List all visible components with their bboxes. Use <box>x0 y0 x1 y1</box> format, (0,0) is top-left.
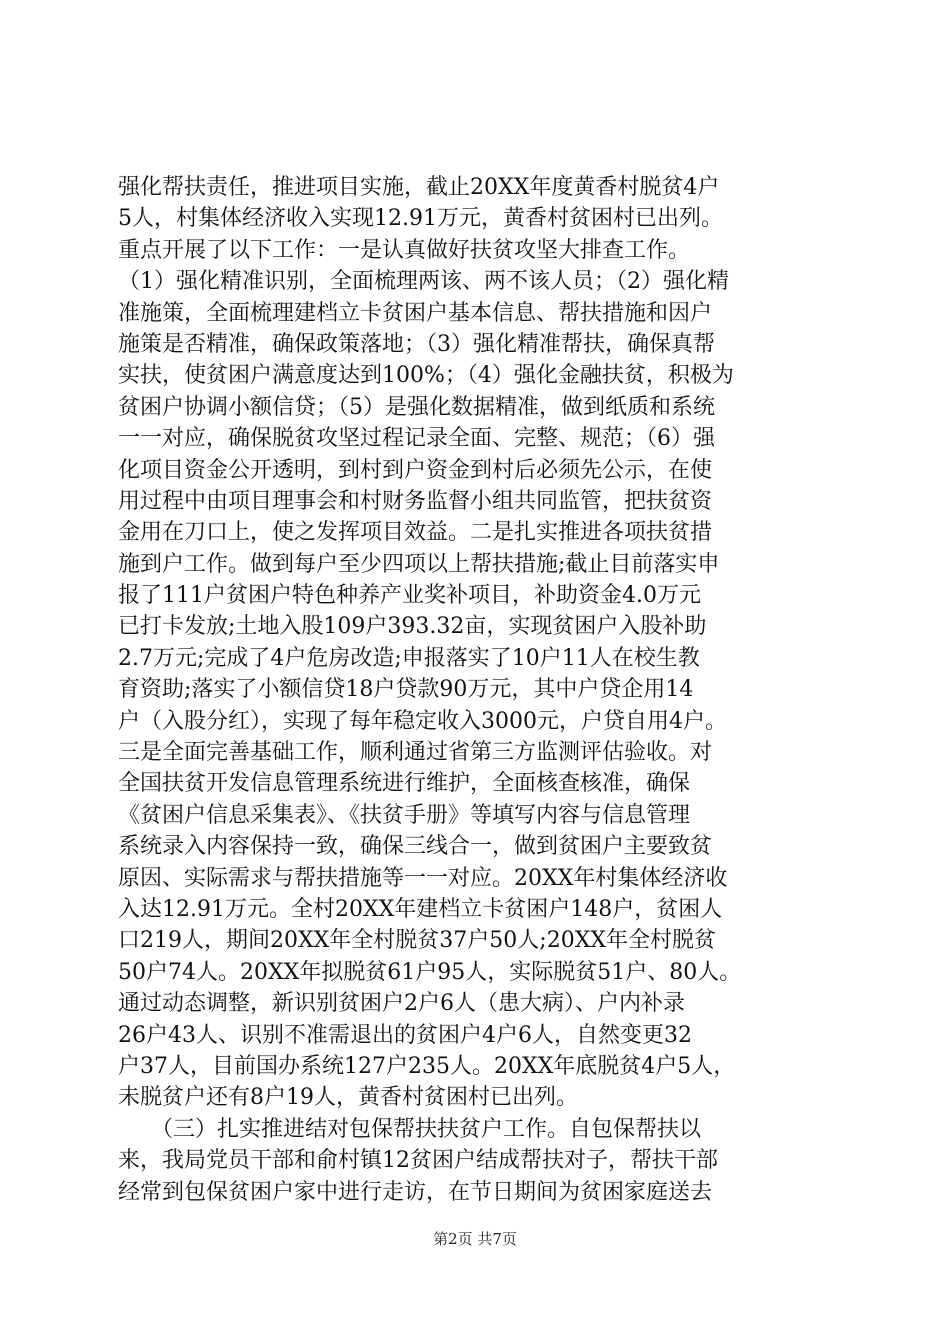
body-text-line: 2.7万元;完成了4户危房改造;申报落实了10户11人在校生教 <box>118 645 700 671</box>
body-text-line: 口219人，期间20XX年全村脱贫37户50人;20XX年全村脱贫 <box>118 928 717 954</box>
body-text-line: 贫困户协调小额信贷；（5）是强化数据精准，做到纸质和系统 <box>118 394 715 420</box>
body-text-line: 用过程中由项目理事会和村财务监督小组共同监管，把扶贫资 <box>118 488 713 514</box>
body-text-line: （1）强化精准识别，全面梳理两该、两不该人员；（2）强化精 <box>118 269 729 295</box>
document-body <box>118 172 858 1208</box>
body-text-line: 一一对应，确保脱贫攻坚过程记录全面、完整、规范；（6）强 <box>118 426 715 452</box>
body-text-line: 报了111户贫困户特色种养产业奖补项目，补助资金4.0万元 <box>118 583 701 609</box>
body-text-line: 26户43人、识别不准需退出的贫困户4户6人，自然变更32 <box>118 1022 692 1048</box>
body-text-line: 入达12.91万元。全村20XX年建档立卡贫困户148户，贫困人 <box>118 896 723 922</box>
body-text-line: 50户74人。20XX年拟脱贫61户95人，实际脱贫51户、80人。 <box>118 959 742 985</box>
body-text-line: 重点开展了以下工作：一是认真做好扶贫攻坚大排查工作。 <box>118 237 691 263</box>
body-text-line: 全国扶贫开发信息管理系统进行维护，全面核查核准，确保 <box>118 771 691 797</box>
body-text-line: 经常到包保贫困户家中进行走访，在节日期间为贫困家庭送去 <box>118 1179 713 1205</box>
body-text-line: 已打卡发放;土地入股109户393.32亩，实现贫困户入股补助 <box>118 614 707 640</box>
body-text-line: 实扶，使贫困户满意度达到100%；（4）强化金融扶贫，积极为 <box>118 363 734 389</box>
body-text-line: （三）扎实推进结对包保帮扶扶贫户工作。自包保帮扶以 <box>118 1116 702 1142</box>
body-text-line: 户37人，目前国办系统127户235人。20XX年底脱贫4户5人， <box>118 1053 736 1079</box>
body-text-line: 来，我局党员干部和俞村镇12贫困户结成帮扶对子，帮扶干部 <box>118 1148 718 1174</box>
body-text-line: 未脱贫户还有8户19人，黄香村贫困村已出列。 <box>118 1085 578 1111</box>
body-text-line: 通过动态调整，新识别贫困户2户6人（患大病）、户内补录 <box>118 991 685 1017</box>
body-text-line: 户（入股分红），实现了每年稳定收入3000元，户贷自用4户。 <box>118 708 727 734</box>
body-text-line: 金用在刀口上，使之发挥项目效益。二是扎实推进各项扶贫措 <box>118 520 713 546</box>
body-text-line: 强化帮扶责任，推进项目实施，截止20XX年度黄香村脱贫4户 <box>118 175 720 200</box>
body-text-line: 《贫困户信息采集表》、《扶贫手册》等填写内容与信息管理 <box>118 802 691 828</box>
body-text-line: 准施策，全面梳理建档立卡贫困户基本信息、帮扶措施和因户 <box>118 300 713 326</box>
body-text-line: 原因、实际需求与帮扶措施等一一对应。20XX年村集体经济收 <box>118 865 728 891</box>
body-text-line: 系统录入内容保持一致，确保三线合一，做到贫困户主要致贫 <box>118 834 713 860</box>
body-text-line: 施到户工作。做到每户至少四项以上帮扶措施;截止目前落实申 <box>118 551 720 577</box>
body-text-line: 育资助;落实了小额信贷18户贷款90万元，其中户贷企用14 <box>118 677 694 703</box>
body-text-line: 5人，村集体经济收入实现12.91万元，黄香村贫困村已出列。 <box>118 206 723 232</box>
body-text-line: 施策是否精准，确保政策落地；（3）强化精准帮扶，确保真帮 <box>118 331 715 357</box>
page-footer: 第2页 共7页 <box>433 1230 517 1248</box>
body-text-line: 三是全面完善基础工作，顺利通过省第三方监测评估验收。对 <box>118 740 713 766</box>
body-text-line: 化项目资金公开透明，到村到户资金到村后必须先公示，在使 <box>118 457 713 483</box>
